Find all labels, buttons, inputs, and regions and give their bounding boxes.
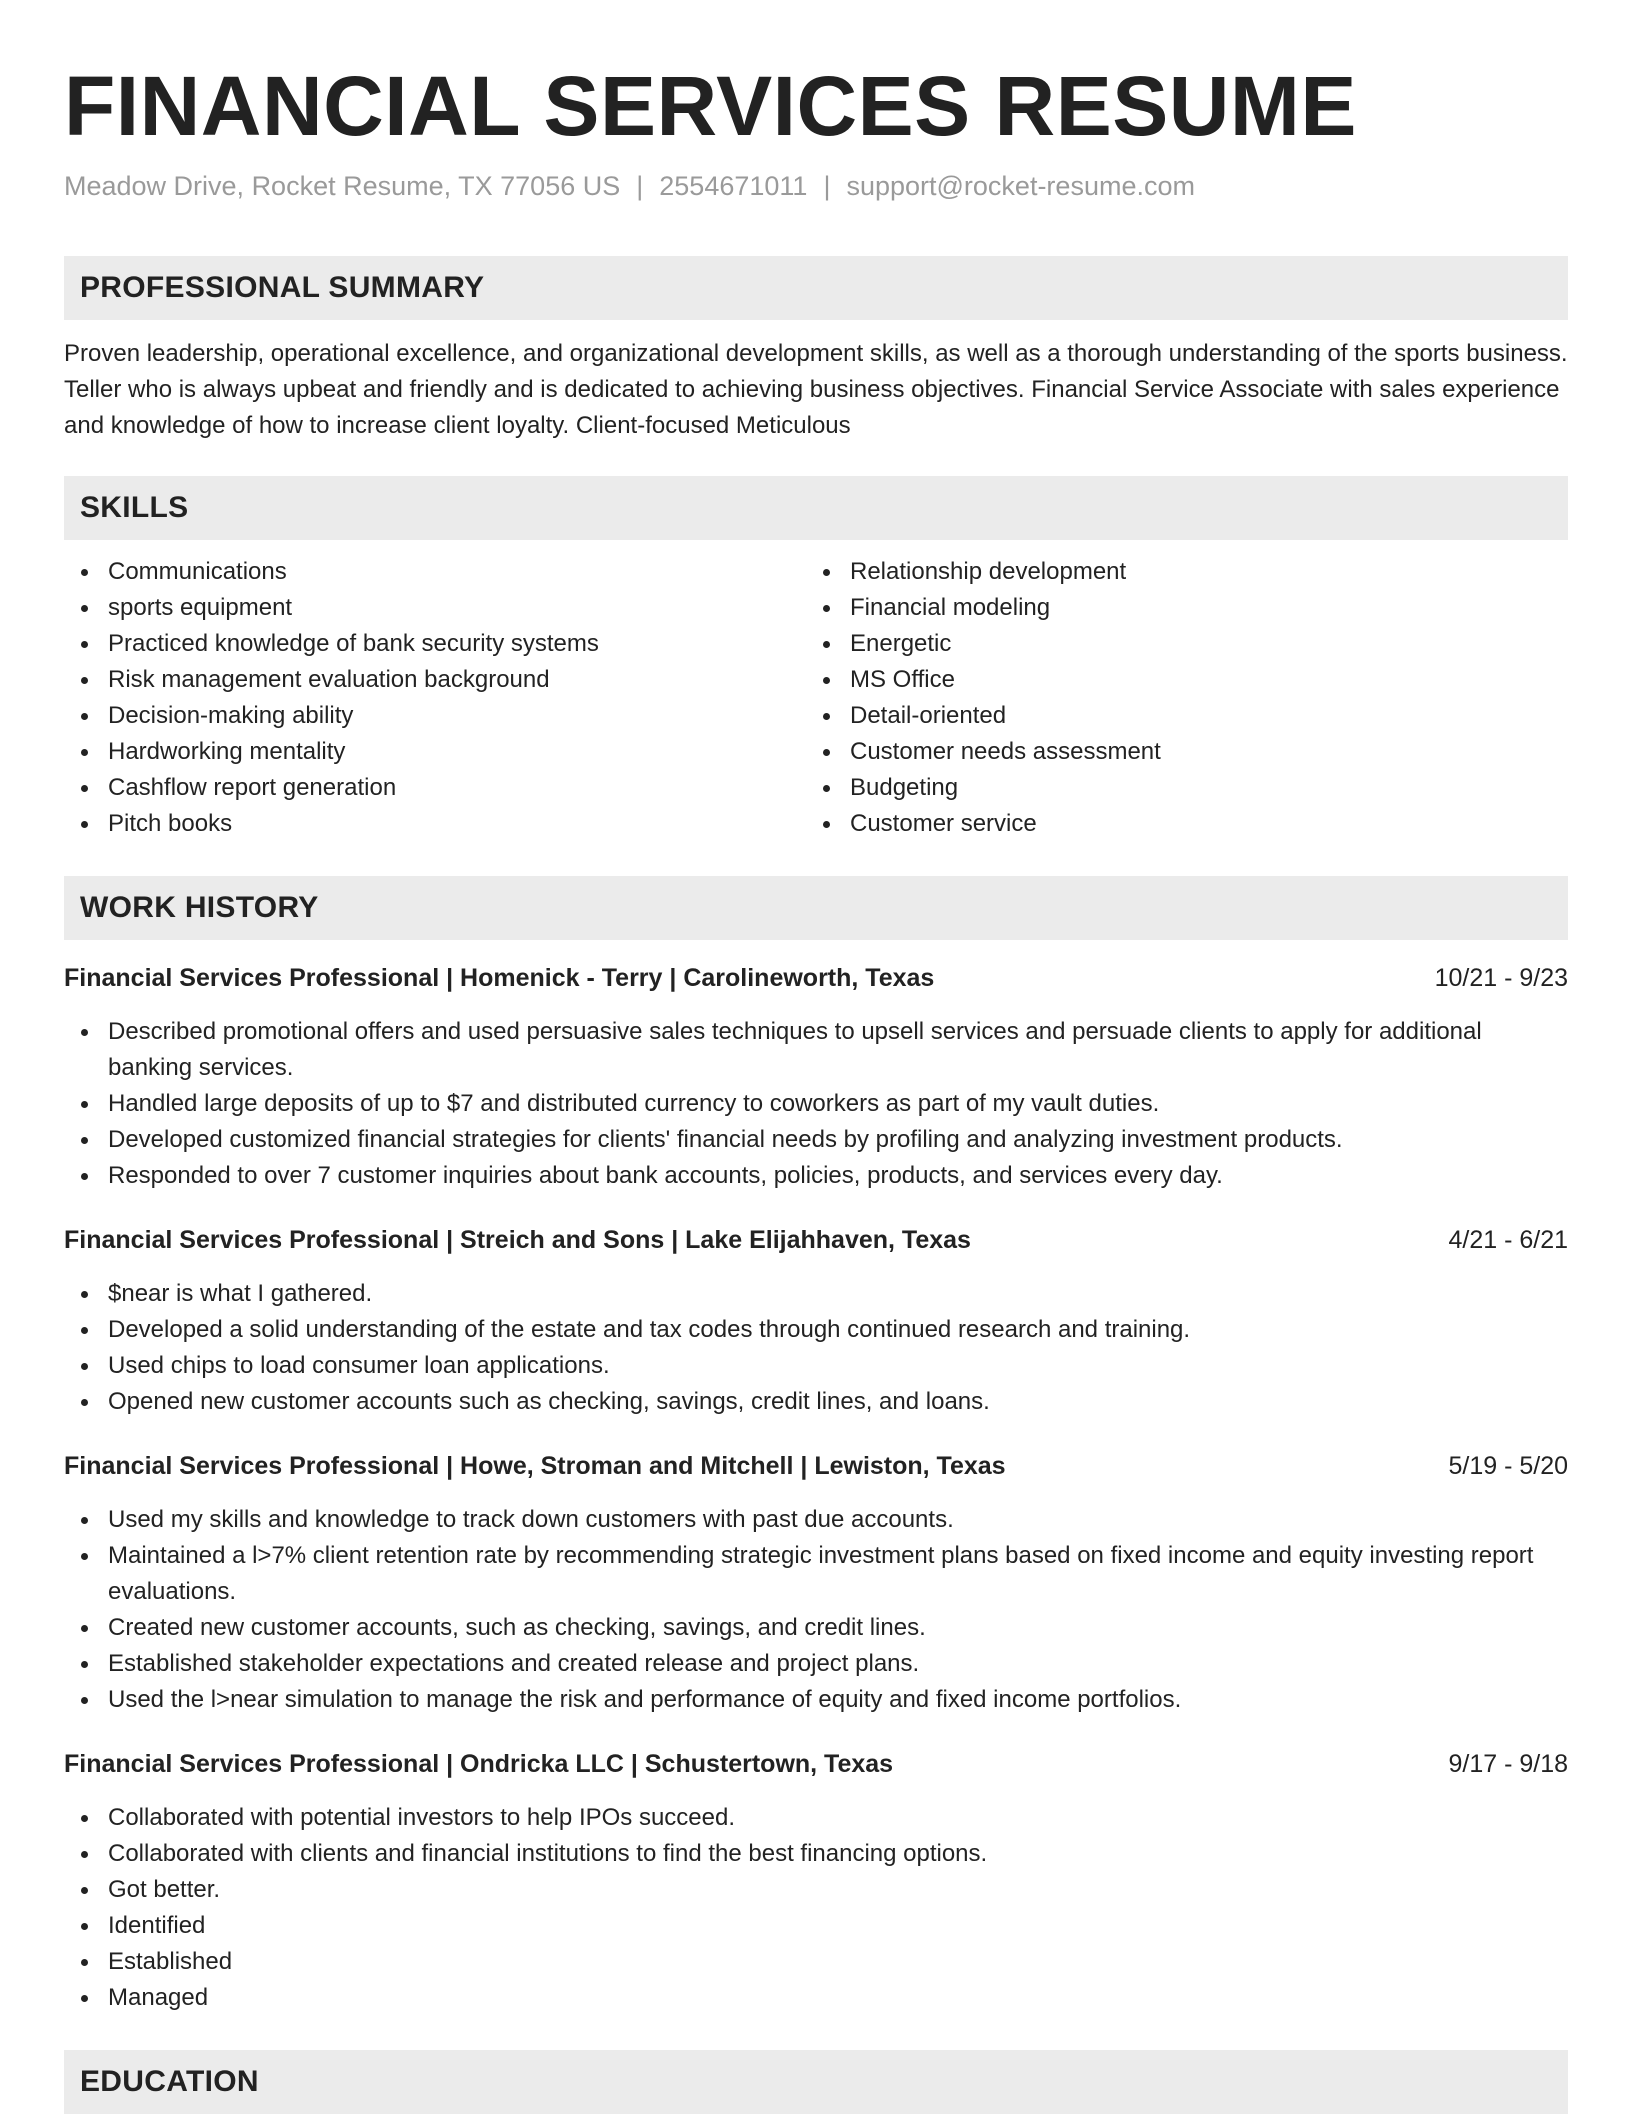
address: Meadow Drive, Rocket Resume, TX 77056 US xyxy=(64,171,621,201)
skills-column-right xyxy=(806,554,1548,842)
resume-page xyxy=(64,0,1568,2114)
skill-item: Practiced knowledge of bank security systems xyxy=(64,626,806,662)
skill-item: Cashflow report generation xyxy=(64,770,806,806)
job-bullet: Handled large deposits of up to $7 and distributed currency to coworkers as part of my vault duties. xyxy=(64,1086,1568,1122)
job-bullet: Used my skills and knowledge to track down customers with past due accounts. xyxy=(64,1502,1568,1538)
job-bullet: Created new customer accounts, such as checking, savings, and credit lines. xyxy=(64,1610,1568,1646)
skill-item: Communications xyxy=(64,554,806,590)
job-heading-line xyxy=(64,1448,1568,1484)
summary-text: Proven leadership, operational excellence, and organizational development skills, as well as a thorough understanding of the sports business. Teller who is always upbeat and friendly and is dedicated to achieving business objectives. Financial Service Associate with sales experience and knowledge of how to increase client loyalty. Client-focused Meticulous xyxy=(64,340,1568,439)
job-bullets xyxy=(64,1014,1568,1194)
job-bullet: Maintained a l>7% client retention rate by recommending strategic investment plans based on fixed income and equity investing report evaluations. xyxy=(64,1538,1568,1610)
section-header-skills: SKILLS xyxy=(64,476,1568,540)
email: support@rocket-resume.com xyxy=(846,171,1195,201)
job-dates: 10/21 - 9/23 xyxy=(1434,964,1568,992)
job-heading-line xyxy=(64,1222,1568,1258)
job-heading-line xyxy=(64,1746,1568,1782)
job-bullet: Responded to over 7 customer inquiries about bank accounts, policies, products, and services every day. xyxy=(64,1158,1568,1194)
skill-item: Decision-making ability xyxy=(64,698,806,734)
job-entry xyxy=(64,1222,1568,1420)
job-bullet: Opened new customer accounts such as checking, savings, credit lines, and loans. xyxy=(64,1384,1568,1420)
job-bullets xyxy=(64,1502,1568,1718)
skill-item: Customer needs assessment xyxy=(806,734,1548,770)
job-entry xyxy=(64,1448,1568,1718)
job-entry xyxy=(64,1746,1568,2016)
skill-item: Relationship development xyxy=(806,554,1548,590)
job-bullets xyxy=(64,1276,1568,1420)
section-header-work-history: WORK HISTORY xyxy=(64,876,1568,940)
skill-item: Customer service xyxy=(806,806,1548,842)
contact-line xyxy=(64,168,1568,204)
job-heading: Financial Services Professional | Homenick - Terry | Carolineworth, Texas xyxy=(64,964,935,992)
skill-item: MS Office xyxy=(806,662,1548,698)
job-bullet: Developed a solid understanding of the estate and tax codes through continued research and training. xyxy=(64,1312,1568,1348)
job-bullet: Collaborated with potential investors to help IPOs succeed. xyxy=(64,1800,1568,1836)
job-bullet: Established stakeholder expectations and created release and project plans. xyxy=(64,1646,1568,1682)
section-header-education: EDUCATION xyxy=(64,2050,1568,2114)
skill-item: Budgeting xyxy=(806,770,1548,806)
skills-list-right xyxy=(806,554,1548,842)
job-bullet: Used the l>near simulation to manage the risk and performance of equity and fixed income portfolios. xyxy=(64,1682,1568,1718)
job-dates: 5/19 - 5/20 xyxy=(1448,1452,1568,1480)
job-heading: Financial Services Professional | Howe, Stroman and Mitchell | Lewiston, Texas xyxy=(64,1452,1006,1480)
phone: 2554671011 xyxy=(659,171,808,201)
job-heading-line xyxy=(64,960,1568,996)
contact-separator: | xyxy=(636,171,644,201)
job-bullet: Managed xyxy=(64,1980,1568,2016)
skill-item: Financial modeling xyxy=(806,590,1548,626)
skill-item: sports equipment xyxy=(64,590,806,626)
job-bullet: $near is what I gathered. xyxy=(64,1276,1568,1312)
skill-item: Energetic xyxy=(806,626,1548,662)
job-bullets xyxy=(64,1800,1568,2016)
job-bullet: Described promotional offers and used persuasive sales techniques to upsell services and persuade clients to apply for additional banking services. xyxy=(64,1014,1568,1086)
job-bullet: Used chips to load consumer loan applications. xyxy=(64,1348,1568,1384)
skill-item: Detail-oriented xyxy=(806,698,1548,734)
skills-column-left xyxy=(64,554,806,842)
skills-list-left xyxy=(64,554,806,842)
section-header-summary: PROFESSIONAL SUMMARY xyxy=(64,256,1568,320)
job-bullet: Developed customized financial strategies for clients' financial needs by profiling and analyzing investment products. xyxy=(64,1122,1568,1158)
skill-item: Pitch books xyxy=(64,806,806,842)
job-heading: Financial Services Professional | Streich and Sons | Lake Elijahhaven, Texas xyxy=(64,1226,971,1254)
job-bullet: Established xyxy=(64,1944,1568,1980)
skill-item: Risk management evaluation background xyxy=(64,662,806,698)
job-bullet: Got better. xyxy=(64,1872,1568,1908)
resume-title: FINANCIAL SERVICES RESUME xyxy=(64,59,1357,153)
job-bullet: Collaborated with clients and financial institutions to find the best financing options. xyxy=(64,1836,1568,1872)
skill-item: Hardworking mentality xyxy=(64,734,806,770)
job-dates: 4/21 - 6/21 xyxy=(1448,1226,1568,1254)
contact-separator: | xyxy=(823,171,831,201)
job-heading: Financial Services Professional | Ondricka LLC | Schustertown, Texas xyxy=(64,1750,894,1778)
job-entry xyxy=(64,960,1568,1194)
job-dates: 9/17 - 9/18 xyxy=(1448,1750,1568,1778)
skills-grid xyxy=(64,554,1568,842)
job-bullet: Identified xyxy=(64,1908,1568,1944)
